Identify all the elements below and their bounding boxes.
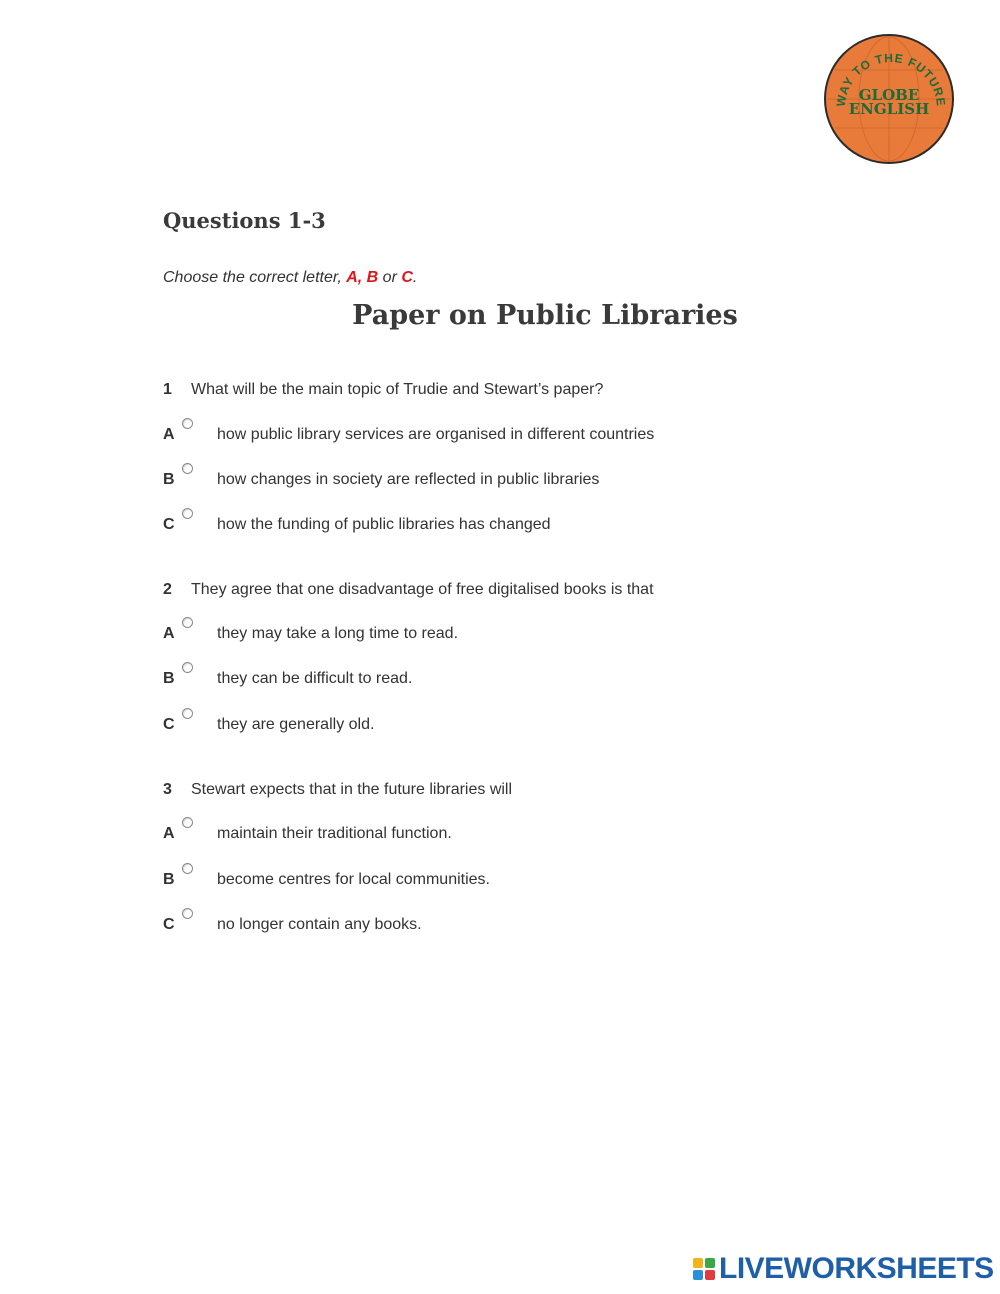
instruction-prefix: Choose the correct letter, [163, 269, 347, 286]
instruction [163, 269, 417, 287]
question-number: 3 [163, 781, 172, 798]
question-number: 1 [163, 381, 172, 398]
option-letter: A [163, 426, 175, 443]
instruction-letter-b: B [366, 269, 379, 286]
radio-button-1a[interactable] [182, 418, 193, 429]
logo-line2: ENGLISH [848, 100, 930, 118]
question-1 [163, 381, 603, 399]
radio-button-1c[interactable] [182, 508, 193, 519]
question-3 [163, 781, 512, 799]
radio-button-3a[interactable] [182, 817, 193, 828]
brand-tile [693, 1270, 703, 1280]
option-letter: B [163, 471, 175, 488]
option-letter: A [163, 825, 175, 842]
option-letter: B [163, 871, 175, 888]
question-text: They agree that one disadvantage of free digitalised books is that [191, 581, 654, 598]
document-title: Paper on Public Libraries [352, 300, 738, 331]
option-letter: C [163, 716, 175, 733]
brand-tiles-icon [693, 1258, 715, 1280]
instruction-period: . [412, 269, 418, 286]
option-letter: A [163, 625, 175, 642]
instruction-letter-c: C [401, 269, 413, 286]
brand-tile [693, 1258, 703, 1268]
logo-arc-text: WAY TO THE FUTURE [833, 50, 949, 108]
radio-button-1b[interactable] [182, 463, 193, 474]
radio-button-3b[interactable] [182, 863, 193, 874]
question-text: What will be the main topic of Trudie and Stewart’s paper? [191, 381, 604, 398]
option-text: they can be difficult to read. [217, 670, 413, 687]
option-text: how changes in society are reflected in public libraries [217, 471, 600, 488]
globe-english-logo [820, 30, 958, 168]
radio-button-3c[interactable] [182, 908, 193, 919]
logo-line1: GLOBE [858, 86, 920, 104]
option-text: how the funding of public libraries has changed [217, 516, 551, 533]
radio-button-2b[interactable] [182, 662, 193, 673]
radio-button-2a[interactable] [182, 617, 193, 628]
option-letter: B [163, 670, 175, 687]
option-text: they may take a long time to read. [217, 625, 459, 642]
liveworksheets-brand [693, 1252, 994, 1286]
option-text: no longer contain any books. [217, 916, 422, 933]
brand-tile [705, 1258, 715, 1268]
question-text: Stewart expects that in the future libraries will [191, 781, 513, 798]
option-text: maintain their traditional function. [217, 825, 452, 842]
brand-wordmark: LIVEWORKSHEETS [719, 1252, 994, 1285]
option-text: how public library services are organised in different countries [217, 426, 655, 443]
instruction-letter-a: A, [346, 269, 363, 286]
section-heading: Questions 1-3 [163, 208, 326, 233]
option-text: become centres for local communities. [217, 871, 490, 888]
brand-tile [705, 1270, 715, 1280]
radio-button-2c[interactable] [182, 708, 193, 719]
option-letter: C [163, 516, 175, 533]
option-letter: C [163, 916, 175, 933]
question-number: 2 [163, 581, 172, 598]
option-text: they are generally old. [217, 716, 375, 733]
question-2 [163, 581, 654, 599]
instruction-or: or [382, 269, 397, 286]
